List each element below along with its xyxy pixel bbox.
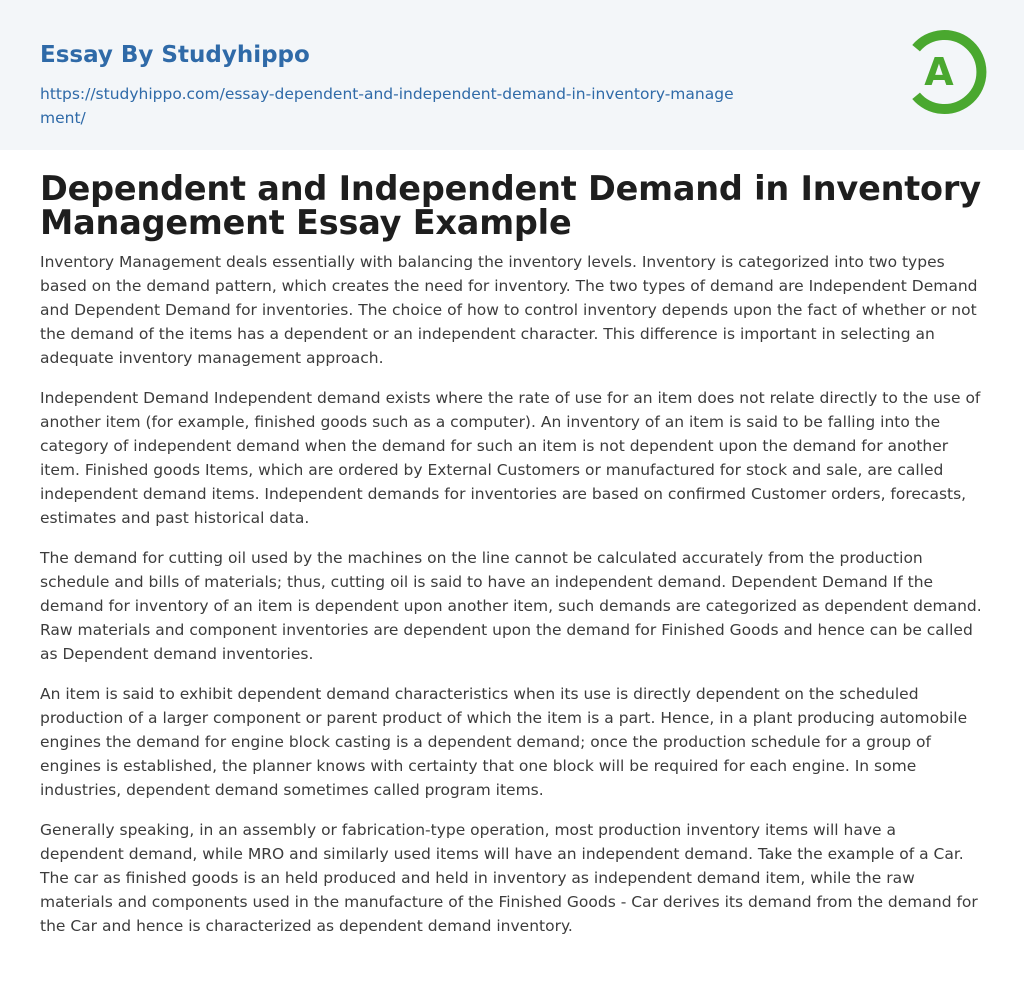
source-url-link[interactable]: https://studyhippo.com/essay-dependent-and-independent-demand-in-inventory-management/	[40, 85, 734, 127]
site-header	[0, 0, 1024, 150]
article-paragraph: Generally speaking, in an assembly or fabrication-type operation, most production inventory items will have a dependent demand, while MRO and similarly used items will have an independent demand. Take the example of a Car. The car as finished goods is an held produced and held in inventory as independent demand item, while the raw materials and components used in the manufacture of the Finished Goods - Car derives its demand from the demand for the Car and hence is characterized as dependent demand inventory.	[40, 821, 978, 935]
article-paragraph: An item is said to exhibit dependent demand characteristics when its use is directly dependent on the scheduled production of a larger component or parent product of which the item is a part. Hence, in a plant producing automobile engines the demand for engine block casting is a dependent demand; once the production schedule for a group of engines is established, the planner knows with certainty that one block will be required for each engine. In some industries, dependent demand sometimes called program items.	[40, 685, 968, 799]
article-title: Dependent and Independent Demand in Inventory Management Essay Example	[40, 169, 981, 242]
article-paragraph: Independent Demand Independent demand exists where the rate of use for an item does not relate directly to the use of another item (for example, finished goods such as a computer). An inventory of an item is said to be falling into the category of independent demand when the demand for such an item is not dependent upon the demand for another item. Finished goods Items, which are ordered by External Customers or manufactured for stock and sale, are called independent demand items. Independent demands for inventories are based on confirmed Customer orders, forecasts, estimates and past historical data.	[40, 389, 981, 527]
logo-letter: A	[924, 50, 954, 94]
article-paragraph: Inventory Management deals essentially with balancing the inventory levels. Inventory is categorized into two types based on the demand pattern, which creates the need for inventory. The two types of demand are Independent Demand and Dependent Demand for inventories. The choice of how to control inventory depends upon the fact of whether or not the demand of the items has a dependent or an independent character. This difference is important in selecting an adequate inventory management approach.	[40, 253, 978, 367]
studyhippo-logo-icon[interactable]	[902, 28, 988, 116]
article	[40, 169, 984, 954]
article-paragraph: The demand for cutting oil used by the machines on the line cannot be calculated accurately from the production schedule and bills of materials; thus, cutting oil is said to have an independent demand. Dependent Demand If the demand for inventory of an item is dependent upon another item, such demands are categorized as dependent demand. Raw materials and component inventories are dependent upon the demand for Finished Goods and hence can be called as Dependent demand inventories.	[40, 549, 982, 663]
brand-name[interactable]: Essay By Studyhippo	[40, 42, 310, 68]
